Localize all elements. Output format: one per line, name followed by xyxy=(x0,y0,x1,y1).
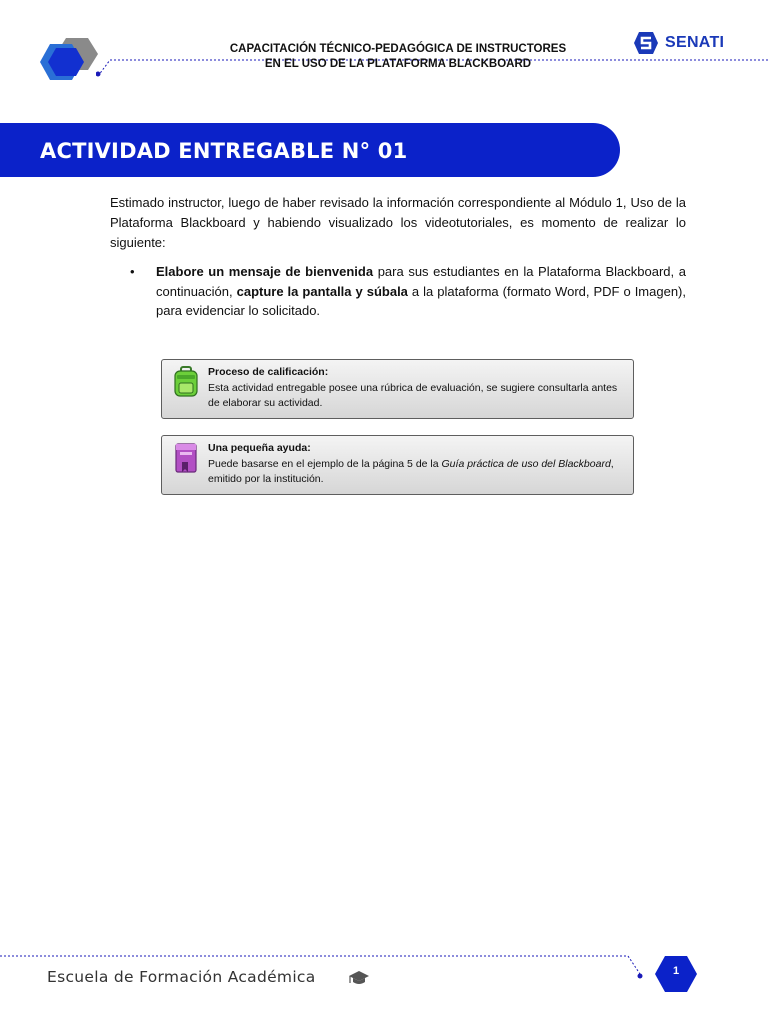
instruction-bold-1: Elabore un mensaje de bienvenida xyxy=(156,264,374,279)
senati-emblem-icon xyxy=(633,31,659,55)
grading-info-content xyxy=(208,365,626,412)
help-info-text-after: , emitido por la institución. xyxy=(208,457,614,485)
intro-paragraph: Estimado instructor, luego de haber revisado la información correspondiente al Módulo 1, Uso de la Plataforma Blackboard y habiendo visualizado los videotutoriales, es momento de realizar lo siguiente: xyxy=(110,195,686,250)
instruction-list-item xyxy=(110,262,686,321)
grading-info-title: Proceso de calificación: xyxy=(208,366,329,378)
senati-brand-name: SENATI xyxy=(665,34,725,51)
help-info-title: Una pequeña ayuda: xyxy=(208,442,311,454)
instruction-bold-2: capture la pantalla y súbala xyxy=(236,283,408,299)
book-icon xyxy=(172,442,200,474)
header-title xyxy=(200,42,596,72)
help-info-content xyxy=(208,441,626,488)
footer-school-name: Escuela de Formación Académica xyxy=(47,968,316,986)
graduation-cap-icon xyxy=(348,970,370,986)
help-info-text-before: Puede basarse en el ejemplo de la página 5 de la xyxy=(208,457,442,470)
bullet-icon: • xyxy=(130,264,135,279)
backpack-icon xyxy=(172,366,200,398)
instruction-text-2: a la plataforma (formato Word, PDF o Imagen), para evidenciar lo solicitado. xyxy=(156,283,686,318)
help-info-box xyxy=(161,435,634,495)
header-title-line1: CAPACITACIÓN TÉCNICO-PEDAGÓGICA DE INSTRUCTORES xyxy=(229,43,567,55)
grading-info-text: Esta actividad entregable posee una rúbrica de evaluación, se sugiere consultarla antes de elaborar su actividad. xyxy=(208,381,618,409)
activity-title: ACTIVIDAD ENTREGABLE N° 01 xyxy=(40,139,408,163)
instruction-text-1: para sus estudiantes en la Plataforma Blackboard, a continuación, xyxy=(156,264,686,299)
guide-title: Guía práctica de uso del Blackboard xyxy=(441,457,611,470)
senati-logo xyxy=(633,30,724,56)
grading-info-box xyxy=(161,359,634,419)
header-title-line2: EN EL USO DE LA PLATAFORMA BLACKBOARD xyxy=(264,58,532,70)
page-number: 1 xyxy=(672,965,680,977)
instruction-text xyxy=(156,262,686,321)
